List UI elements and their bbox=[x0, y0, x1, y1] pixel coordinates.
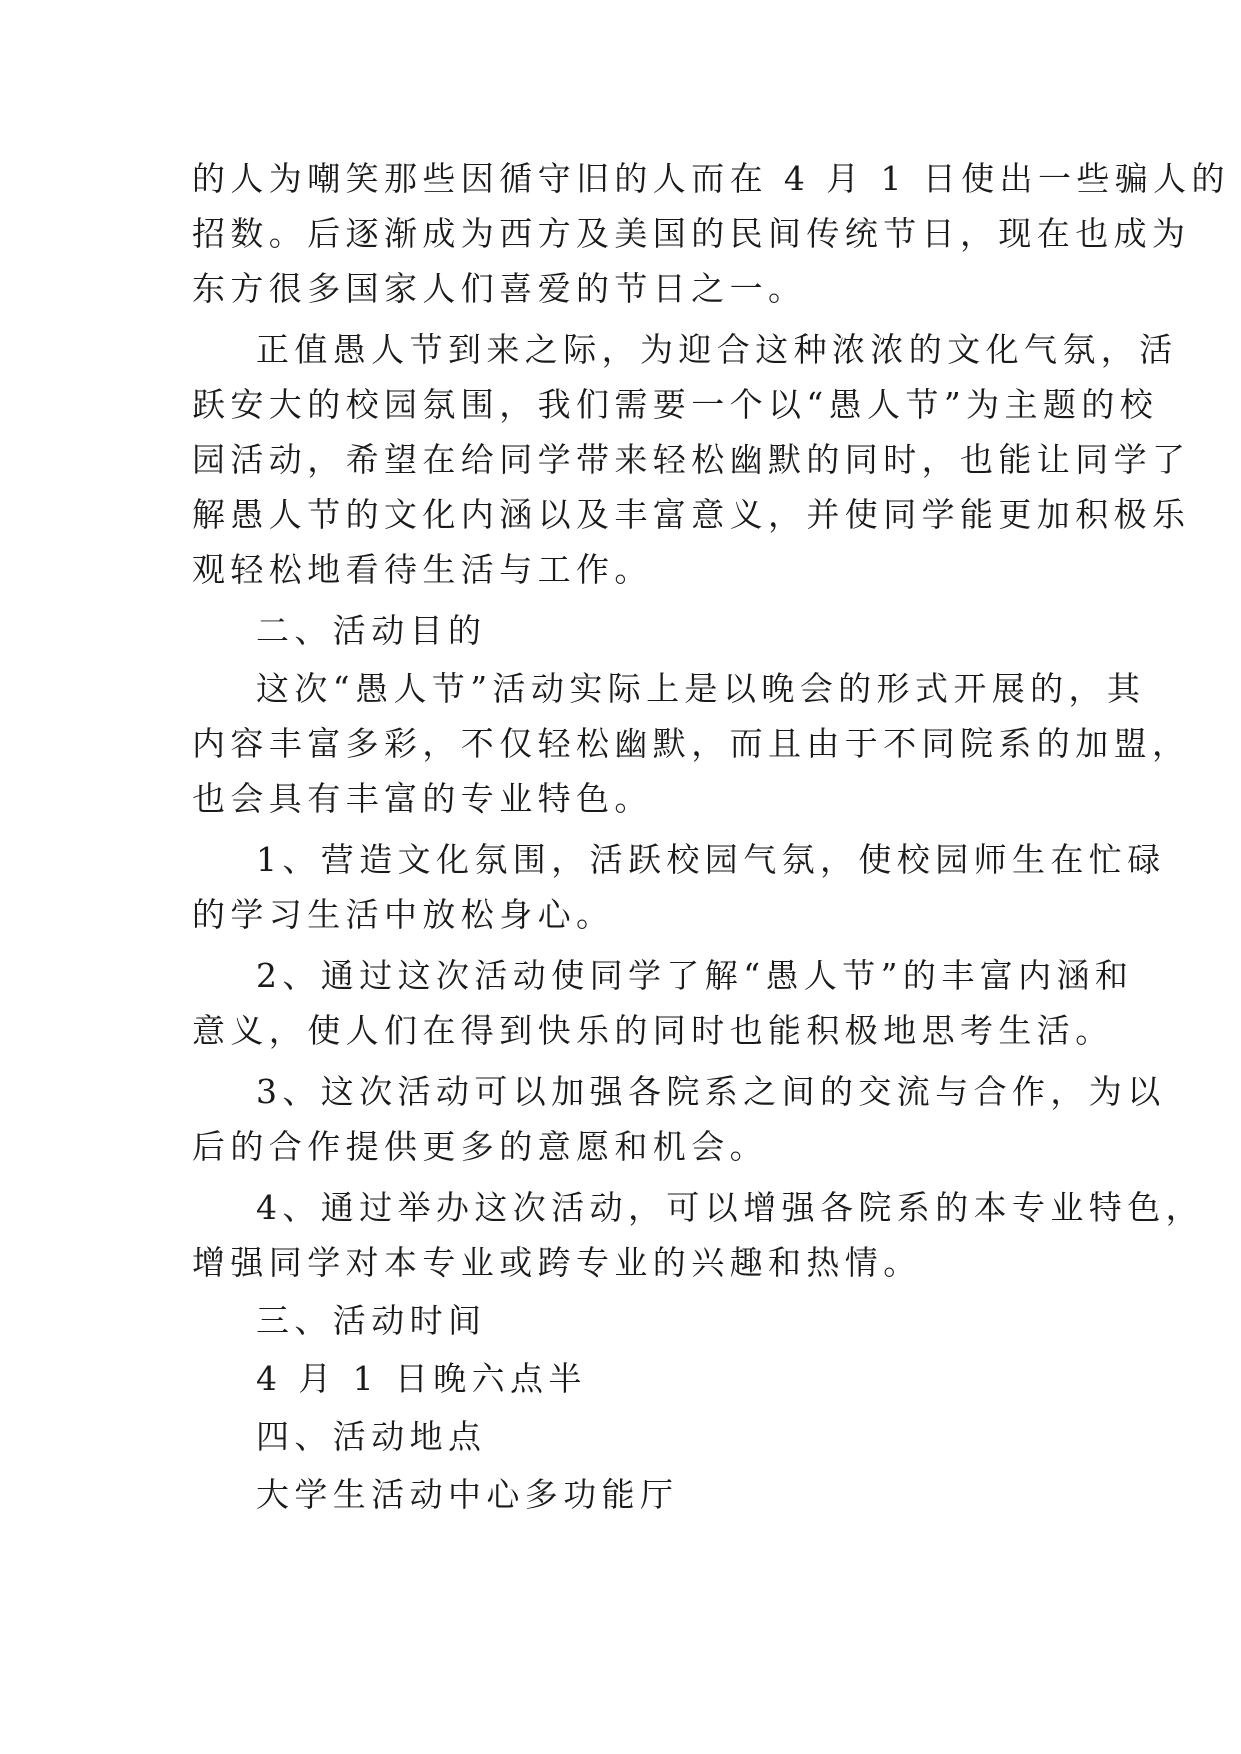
paragraph-first-line: 这次“愚人节”活动实际上是以晚会的形式开展的，其 bbox=[256, 669, 1146, 708]
list-item: 4、通过举办这次活动，可以增强各院系的本专业特色， bbox=[256, 1188, 1204, 1227]
text-line: 增强同学对本专业或跨专业的兴趣和热情。 bbox=[192, 1243, 922, 1282]
section-heading: 三、活动时间 bbox=[256, 1301, 487, 1340]
text-line: 的学习生活中放松身心。 bbox=[192, 895, 615, 934]
text-line: 跃安大的校园氛围，我们需要一个以“愚人节”为主题的校 bbox=[192, 385, 1159, 424]
text-line: 内容丰富多彩，不仅轻松幽默，而且由于不同院系的加盟， bbox=[192, 724, 1191, 763]
text-line: 观轻松地看待生活与工作。 bbox=[192, 550, 653, 589]
section-heading: 二、活动目的 bbox=[256, 611, 487, 650]
list-item: 3、这次活动可以加强各院系之间的交流与合作，为以 bbox=[256, 1072, 1166, 1111]
text-line: 招数。后逐渐成为西方及美国的民间传统节日，现在也成为 bbox=[192, 214, 1191, 253]
paragraph-first-line: 正值愚人节到来之际，为迎合这种浓浓的文化气氛，活 bbox=[256, 330, 1178, 369]
paragraph-first-line: 大学生活动中心多功能厅 bbox=[256, 1475, 679, 1514]
text-line: 意义，使人们在得到快乐的同时也能积极地思考生活。 bbox=[192, 1011, 1114, 1050]
section-heading: 四、活动地点 bbox=[256, 1417, 487, 1456]
text-line: 解愚人节的文化内涵以及丰富意义，并使同学能更加积极乐 bbox=[192, 495, 1191, 534]
text-line: 后的合作提供更多的意愿和机会。 bbox=[192, 1127, 768, 1166]
text-line: 东方很多国家人们喜爱的节日之一。 bbox=[192, 269, 807, 308]
paragraph-first-line: 4 月 1 日晚六点半 bbox=[256, 1359, 587, 1398]
list-item: 1、营造文化氛围，活跃校园气氛，使校园师生在忙碌 bbox=[256, 840, 1166, 879]
text-line: 的人为嘲笑那些因循守旧的人而在 4 月 1 日使出一些骗人的 bbox=[192, 159, 1230, 198]
list-item: 2、通过这次活动使同学了解“愚人节”的丰富内涵和 bbox=[256, 956, 1134, 995]
text-line: 园活动，希望在给同学带来轻松幽默的同时，也能让同学了 bbox=[192, 440, 1191, 479]
text-line: 也会具有丰富的专业特色。 bbox=[192, 779, 653, 818]
